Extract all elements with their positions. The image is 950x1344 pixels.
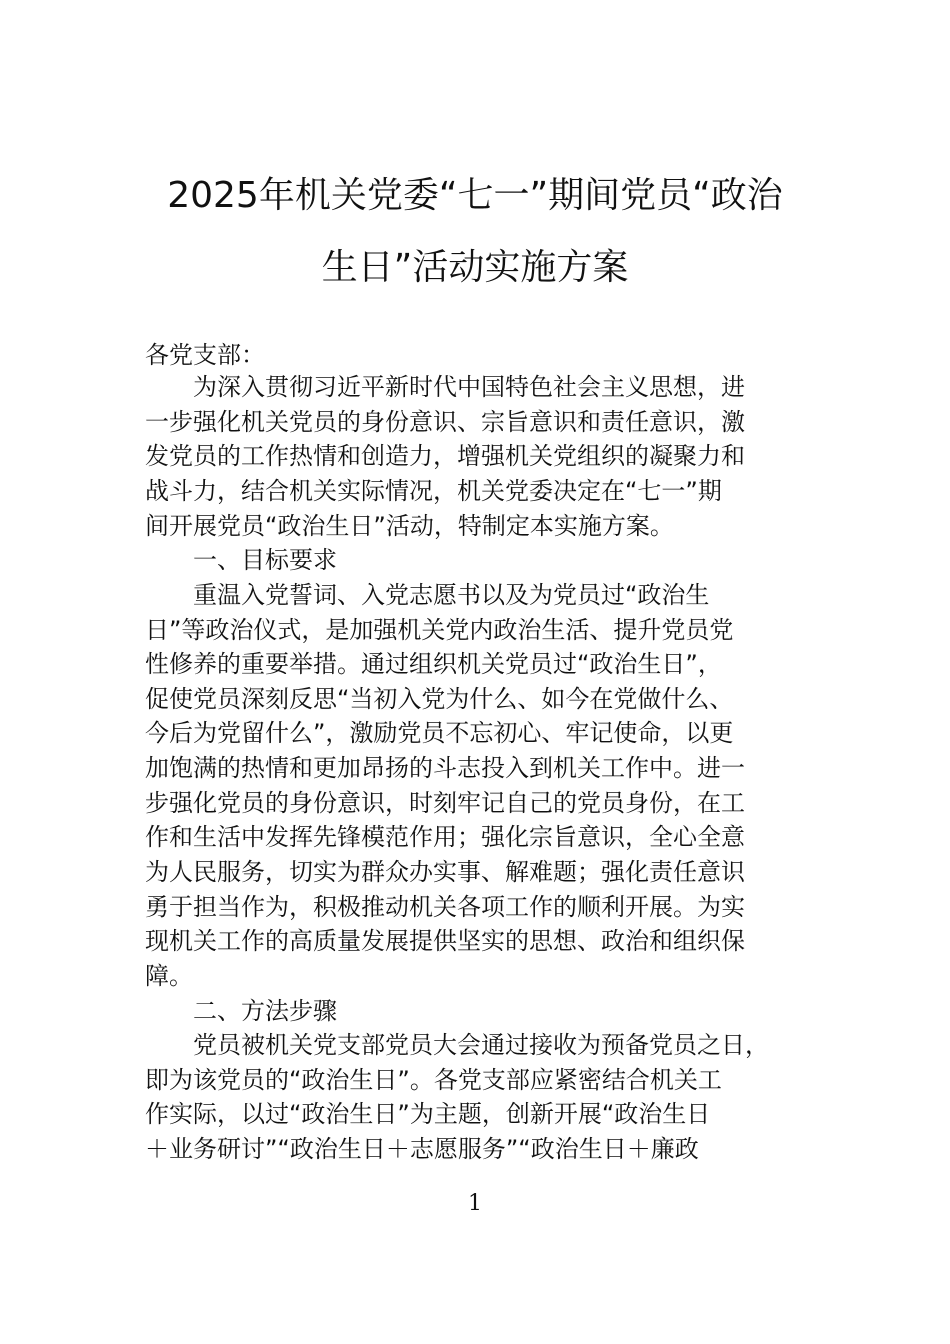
section-heading-goals: 一、目标要求 — [193, 546, 337, 574]
body-line: 作实际，以过“政治生日”为主题，创新开展“政治生日 — [145, 1100, 711, 1128]
salutation: 各党支部： — [145, 341, 265, 369]
body-line: 发党员的工作热情和创造力，增强机关党组织的凝聚力和 — [145, 442, 745, 470]
body-line: 勇于担当作为，积极推动机关各项工作的顺利开展。为实 — [145, 893, 745, 921]
body-line: 作和生活中发挥先锋模范作用；强化宗旨意识，全心全意 — [145, 823, 745, 851]
body-line: 为人民服务，切实为群众办实事、解难题；强化责任意识 — [145, 858, 745, 886]
section-heading-methods: 二、方法步骤 — [193, 997, 337, 1025]
body-line: 为深入贯彻习近平新时代中国特色社会主义思想，进 — [193, 373, 745, 401]
body-line: ＋业务研讨”“政治生日＋志愿服务”“政治生日＋廉政 — [145, 1135, 699, 1163]
body-line: 性修养的重要举措。通过组织机关党员过“政治生日”， — [145, 650, 722, 678]
body-line: 即为该党员的“政治生日”。各党支部应紧密结合机关工 — [145, 1066, 722, 1094]
body-line: 加饱满的热情和更加昂扬的斗志投入到机关工作中。进一 — [145, 754, 745, 782]
body-line: 重温入党誓词、入党志愿书以及为党员过“政治生 — [193, 581, 710, 609]
body-line: 一步强化机关党员的身份意识、宗旨意识和责任意识，激 — [145, 408, 745, 436]
body-line: 现机关工作的高质量发展提供坚实的思想、政治和组织保 — [145, 927, 745, 955]
body-line: 日”等政治仪式，是加强机关党内政治生活、提升党员党 — [145, 616, 734, 644]
page-number: 1 — [468, 1191, 482, 1216]
body-line: 今后为党留什么”，激励党员不忘初心、牢记使命，以更 — [145, 719, 734, 747]
body-line: 间开展党员“政治生日”活动，特制定本实施方案。 — [145, 512, 674, 540]
body-line: 步强化党员的身份意识，时刻牢记自己的党员身份，在工 — [145, 789, 745, 817]
body-line: 障。 — [145, 962, 193, 990]
document-title-line-2: 生日”活动实施方案 — [321, 247, 629, 288]
body-line: 党员被机关党支部党员大会通过接收为预备党员之日， — [193, 1031, 769, 1059]
body-line: 战斗力，结合机关实际情况，机关党委决定在“七一”期 — [145, 477, 722, 505]
body-line: 促使党员深刻反思“当初入党为什么、如今在党做什么、 — [145, 685, 734, 713]
document-title-line-1: 2025年机关党委“七一”期间党员“政治 — [167, 175, 783, 216]
